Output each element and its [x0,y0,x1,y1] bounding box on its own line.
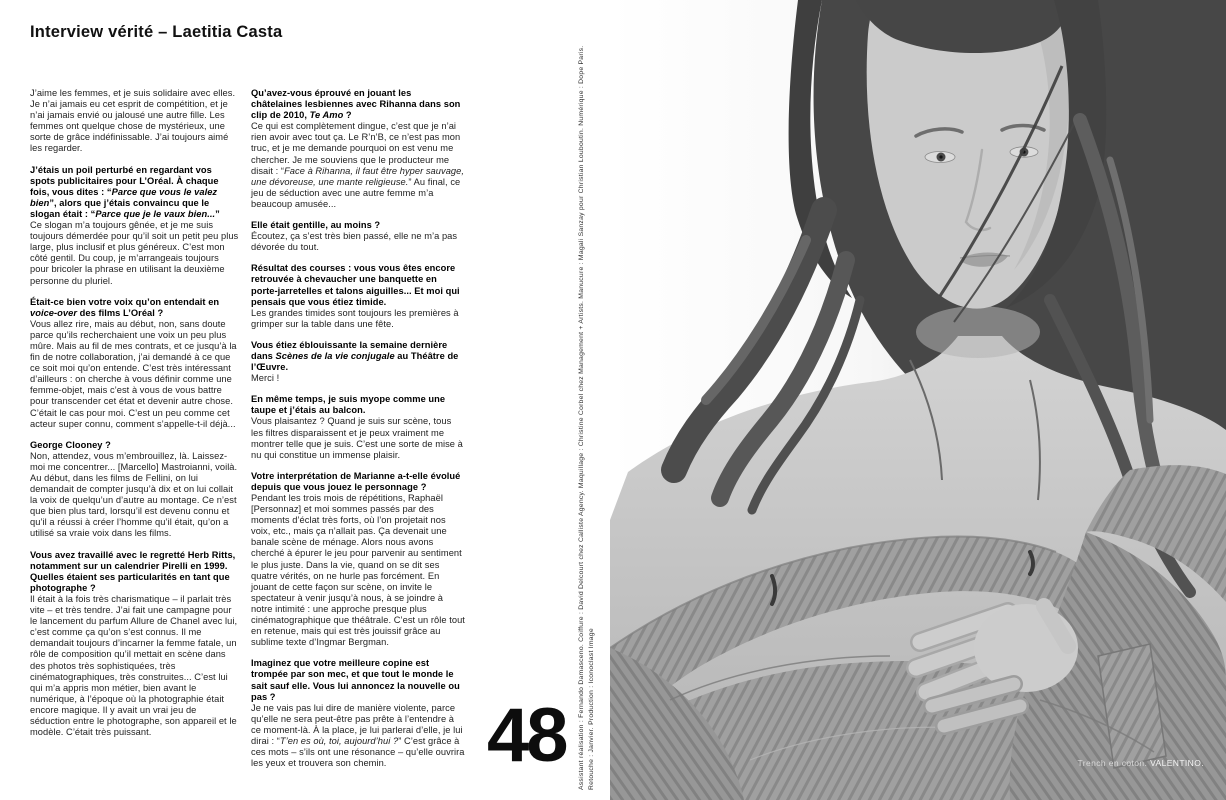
page-title: Interview vérité – Laetitia Casta [30,23,283,42]
interview-question: Elle était gentille, au moins ? [251,220,381,231]
credits-sidebar [577,45,597,790]
page-number: 48 [487,693,566,778]
photo-caption [1077,758,1204,768]
interview-question: J’étais un poil perturbé en regardant vos spots publicitaires pour L’Oréal. À chaque fois, vous dites : “Parce que vous le valez bien”, alors que j’étais convaincu que le slogan était : “Parce que je le vaux bien...” [30,164,220,219]
interview-answer: Merci ! [251,373,280,384]
neck-shadow [916,306,1040,358]
caption-text: Trench en coton. [1077,758,1151,768]
interview-answer: J’aime les femmes, et je suis solidaire avec elles. Je n’ai jamais eu cet esprit de compétition, et je n’ai jamais envié ou jalousé une autre fille. Les femmes ont quelque chose de mystérieux, une sorte de grâce indéfinissable. J’ai toujours aimé les regarder. [30,88,236,154]
interview-answer: Ce slogan m’a toujours gênée, et je me suis toujours démerdée pour qu’il soit un petit peu plus large, plus inclusif et plus généreux. C’est mon côté gentil. Du coup, je m’arrangeais toujours pour bricoler la phrase en utilisant la deuxième personne du pluriel. [30,220,239,286]
interview-question: Qu’avez-vous éprouvé en jouant les châtelaines lesbiennes avec Rihanna dans son clip de 2010, Te Amo ? [251,88,461,121]
interview-question: Résultat des courses : vous vous êtes encore retrouvée à chevaucher une banquette en porte-jarretelles et talons aiguilles... Et moi qui pensais que vous étiez timide. [251,263,460,307]
interview-question: Votre interprétation de Marianne a-t-elle évolué depuis que vous jouez le personnage ? [251,470,461,492]
interview-answer: Les grandes timides sont toujours les premières à grimper sur la table dans une fête. [251,307,459,329]
interview-question: En même temps, je suis myope comme une taupe et j’étais au balcon. [251,394,446,416]
article-column-2 [251,88,465,769]
left-eye [925,152,955,163]
interview-question: Était-ce bien votre voix qu’on entendait en voice-over des films L’Oréal ? [30,296,220,318]
credits-line-1: Assistant réalisation : Fernando Damasceno. Coiffure : David Delcourt chez Calliste Agency. Maquillage : Christine Corbel chez Management + Artists. Manucure : Magali Sanzay pour Christian Louboutin. Numérique : Dope Paris. [578,45,585,790]
interview-answer: Pendant les trois mois de répétitions, Raphaël [Personnaz] et moi sommes passés par des moments d’éclat très forts, où l’on projetait nos voix, etc., mais ça n’allait pas. Ça devenait une banale scène de ménage. Alors nous avons cherché à épurer le jeu pour parvenir au sentiment le plus juste. Dans la vie, quand on se dit ses quatre vérités, on ne hurle pas forcément. En jouant de cette façon sur scène, on invite le spectateur à venir jusqu’à nous, à se joindre à notre intimité : une approche presque plus cinématographique que théâtrale. C’est un rôle tout en retenue, mais qui est très jouissif grâce au sublime texte d’Ingmar Bergman. [251,493,465,648]
interview-answer: Ce qui est complètement dingue, c’est que je n’ai rien avoir avec tout ça. Le R’n’B, ce n’est pas mon truc, et je me demande pourquoi on est venu me chercher. Je me souviens que le producteur me disait : “Face à Rihanna, il faut être hyper sauvage, une dévoreuse, une mante religieuse.” Au final, ce jeu de séduction avec une autre femme m’a beaucoup amusée... [251,121,464,209]
portrait-photo [610,0,1226,800]
interview-question: George Clooney ? [30,439,111,450]
article-column-1 [30,88,239,738]
interview-answer: Vous plaisantez ? Quand je suis sur scène, tous les filtres disparaissent et je peux vraiment me montrer telle que je suis. C’est une sorte de mise à nu qui constitue un immense plaisir. [251,416,463,460]
portrait-svg [610,0,1226,800]
interview-question: Vous avez travaillé avec le regretté Herb Ritts, notamment sur un calendrier Pirelli en 1999. Quelles étaient ses particularités en tant que photographe ? [30,549,236,593]
caption-brand: VALENTINO. [1150,758,1204,768]
interview-answer: Écoutez, ça s’est très bien passé, elle ne m’a pas dévorée du tout. [251,231,458,253]
interview-answer: Il était à la fois très charismatique – il parlait très vite – et très tendre. J’ai fait une campagne pour le lancement du parfum Allure de Chanel avec lui, c’est comme ça qu’on s’est connus. Il me demandait toujours d’incarner la femme fatale, un rôle de composition qu’il mettait en scène dans des photos très sophistiquées, très cinématographiques, très construites... C’est lui qui m’a appris mon métier, bien avant le numérique, à l’époque où la photographie était encore magique. Il y avait un vrai jeu de séduction entre le photographe, son appareil et le modèle. C’était très puissant. [30,593,238,738]
interview-question: Imaginez que votre meilleure copine est trompée par son mec, et que tout le monde le sait sauf elle. Vous lui annoncez la nouvelle ou pas ? [251,658,460,702]
interview-question: Vous étiez éblouissante la semaine dernière dans Scènes de la vie conjugale au Théâtre de l’Œuvre. [251,339,459,373]
interview-answer: Je ne vais pas lui dire de manière violente, parce qu’elle ne sera peut-être pas prête à l’entendre à ce moment-là. À la place, je lui parlerai d’elle, je lui dirai : “T’en es où, toi, aujourd’hui ?” C’est grâce à ces mots – s’ils ont une résonance – qu’elle ouvrira les yeux et trouvera son chemin. [251,702,465,769]
interview-answer: Vous allez rire, mais au début, non, sans doute parce qu’ils recherchaient une voix un peu plus mûre. Mais au fil de mes contrats, et ce jusqu’à la fin de notre collaboration, j’ai demandé à ce que ce soit moi qu’on entende. C’est très intéressant d’ailleurs : on cherche à vous définir comme une femme-objet, mais c’est à vous de vous battre pour transcender cet état et devenir autre chose. C’était le cas pour moi. C’est un peu comme cet acteur super connu, comment s’appelle-t-il déjà... [30,318,237,429]
interview-answer: Non, attendez, vous m’embrouillez, là. Laissez-moi me concentrer... [Marcello] Mastroianni, voilà. Au début, dans les films de Fellini, on lui demandait de compter jusqu’à dix et on lui collait la voix de quelqu’un d’autre au montage. Ce n’est que bien plus tard, lorsqu’il est devenu connu et qu’il a réussi à créer l’homme qu’il était, qu’on a utilisé sa vraie voix dans les films. [30,450,238,539]
credits-line-2: Retouche : Janvier. Production : Iconoclast Image [588,628,595,790]
